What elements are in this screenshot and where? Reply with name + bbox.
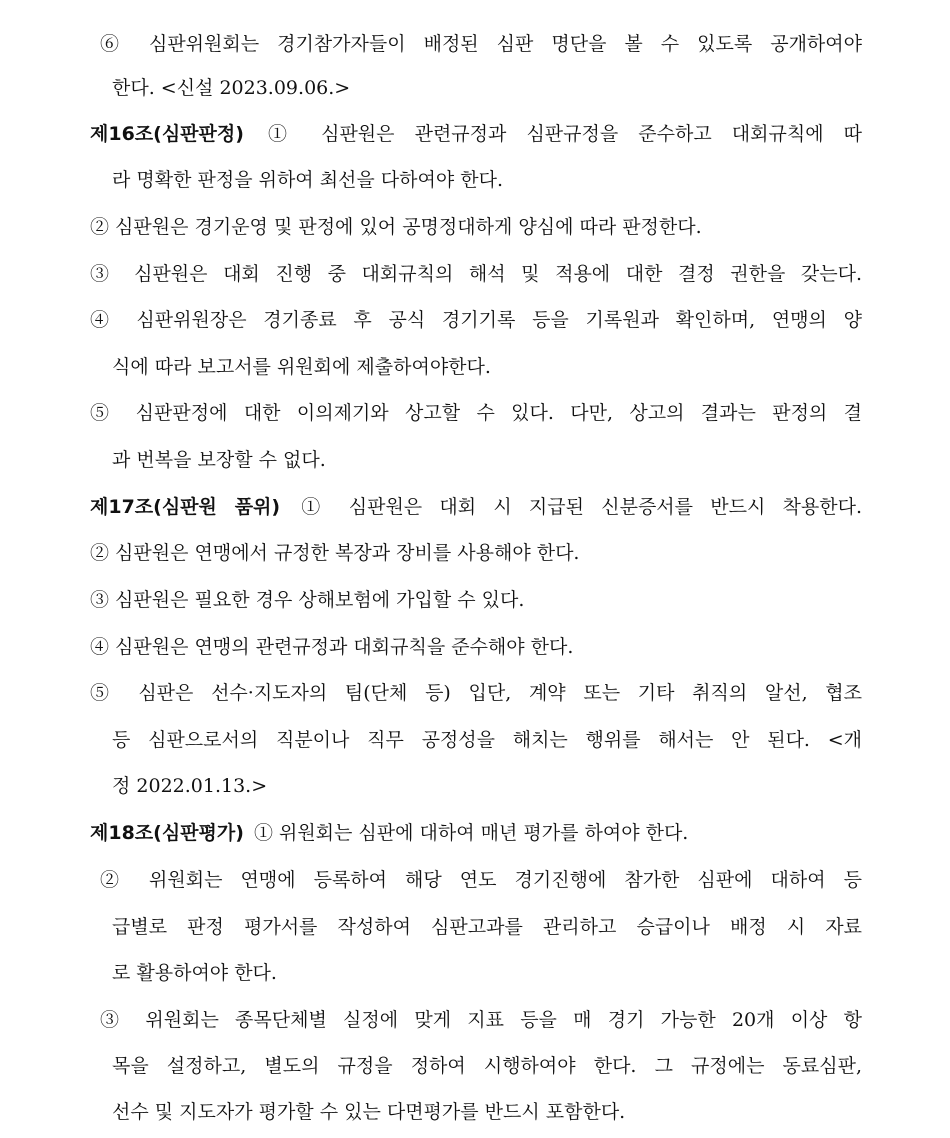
paragraph-line: ⑤ 심판은 선수·지도자의 팀(단체 등) 입단, 계약 또는 기타 취직의 알선, 협조 <box>90 682 862 704</box>
paragraph-line: 라 명확한 판정을 위하여 최선을 다하여야 한다. <box>112 169 504 191</box>
paragraph-line: 등 심판으로서의 직분이나 직무 공정성을 해치는 행위를 해서는 안 된다. <개 <box>112 729 862 751</box>
paragraph-line: ② 심판원은 연맹에서 규정한 복장과 장비를 사용해야 한다. <box>90 542 580 564</box>
paragraph-line: 한다. <신설 2023.09.06.> <box>112 77 351 99</box>
paragraph-line: ② 심판원은 경기운영 및 판정에 있어 공명정대하게 양심에 따라 판정한다. <box>90 216 702 238</box>
article-heading: 제16조(심판판정) <box>90 123 244 145</box>
paragraph-line: ④ 심판원은 연맹의 관련규정과 대회규칙을 준수해야 한다. <box>90 636 574 658</box>
paragraph-line: ③ 심판원은 필요한 경우 상해보험에 가입할 수 있다. <box>90 589 525 611</box>
paragraph-line: 로 활용하여야 한다. <box>112 962 277 984</box>
paragraph-line: 식에 따라 보고서를 위원회에 제출하여야한다. <box>112 356 491 378</box>
paragraph-line: ③ 위원회는 종목단체별 실정에 맞게 지표 등을 매 경기 가능한 20개 이상 항 <box>100 1009 862 1031</box>
paragraph-line: ⑤ 심판판정에 대한 이의제기와 상고할 수 있다. 다만, 상고의 결과는 판정의 결 <box>90 402 862 424</box>
paragraph-line: 과 번복을 보장할 수 없다. <box>112 449 326 471</box>
paragraph-line: ③ 심판원은 대회 진행 중 대회규칙의 해석 및 적용에 대한 결정 권한을 갖는다. <box>90 263 862 285</box>
paragraph-line: 목을 설정하고, 별도의 규정을 정하여 시행하여야 한다. 그 규정에는 동료심판, <box>112 1055 862 1077</box>
paragraph-line: ④ 심판위원장은 경기종료 후 공식 경기기록 등을 기록원과 확인하며, 연맹의 양 <box>90 309 862 331</box>
article-heading: 제17조(심판원 품위) <box>90 496 281 518</box>
article-17-line: 제17조(심판원 품위) ① 심판원은 대회 시 지급된 신분증서를 반드시 착용한다. <box>90 496 863 518</box>
paragraph-line: 정 2022.01.13.> <box>112 775 268 797</box>
article-18-line: 제18조(심판평가) ① 위원회는 심판에 대하여 매년 평가를 하여야 한다. <box>90 822 689 844</box>
paragraph-line: 급별로 판정 평가서를 작성하여 심판고과를 관리하고 승급이나 배정 시 자료 <box>112 916 862 938</box>
paragraph-line: ⑥ 심판위원회는 경기참가자들이 배정된 심판 명단을 볼 수 있도록 공개하여야 <box>100 33 862 55</box>
article-heading: 제18조(심판평가) <box>90 822 244 844</box>
paragraph-line: 선수 및 지도자가 평가할 수 있는 다면평가를 반드시 포함한다. <box>112 1101 626 1123</box>
article-16-line: 제16조(심판판정) ① 심판원은 관련규정과 심판규정을 준수하고 대회규칙에 따 <box>90 123 862 145</box>
paragraph-line: ② 위원회는 연맹에 등록하여 해당 연도 경기진행에 참가한 심판에 대하여 등 <box>100 869 862 891</box>
